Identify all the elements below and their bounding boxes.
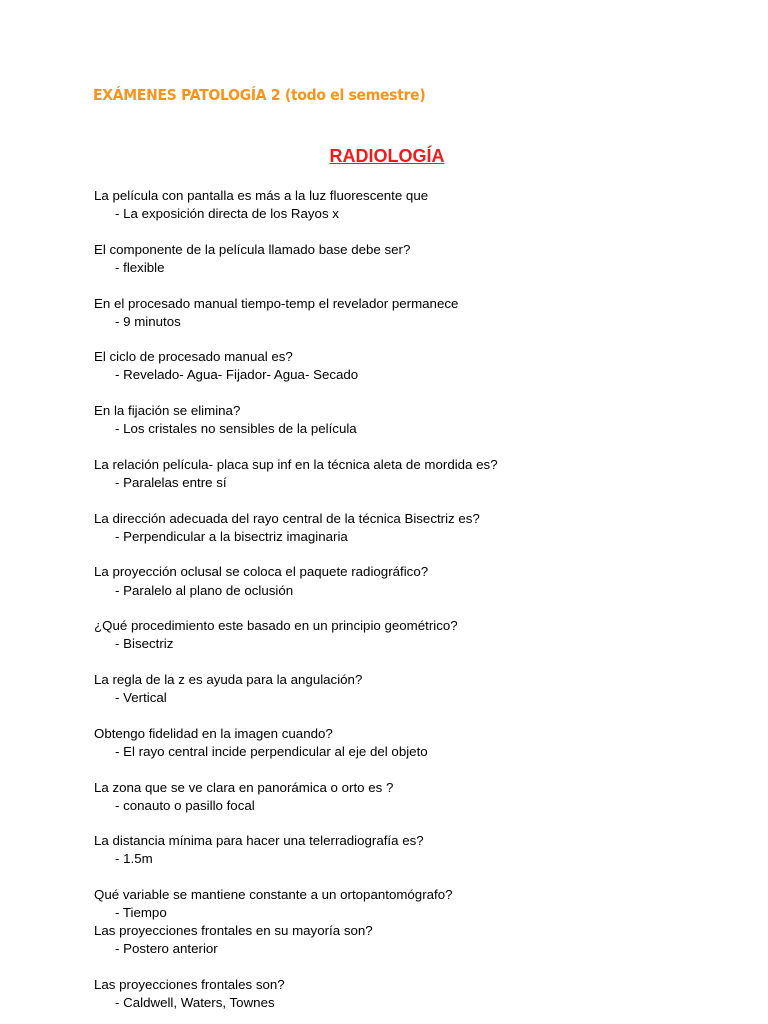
- question-text: Qué variable se mantiene constante a un ortopantomógrafo?: [94, 887, 453, 903]
- question-text: La relación película- placa sup inf en la técnica aleta de mordida es?: [94, 456, 498, 472]
- question-item: [94, 886, 734, 922]
- question-item: [94, 295, 734, 331]
- question-item: [94, 241, 734, 277]
- answer-text: - La exposición directa de los Rayos x: [115, 206, 339, 222]
- question-text: En la fijación se elimina?: [94, 403, 241, 419]
- question-item: [94, 922, 734, 958]
- question-item: [94, 510, 734, 546]
- answer-text: - Paralelas entre sí: [115, 475, 227, 490]
- section-heading: RADIOLOGÍA: [329, 146, 445, 166]
- question-item: [94, 725, 734, 761]
- answer-text: - Bisectriz: [115, 636, 174, 652]
- answer-text: - Postero anterior: [115, 941, 218, 957]
- question-text: La película con pantalla es más a la luz fluorescente que: [94, 188, 429, 203]
- question-list: [94, 187, 734, 1012]
- answer-text: - 1.5m: [115, 851, 153, 867]
- answer-text: - flexible: [115, 259, 165, 275]
- question-text: La dirección adecuada del rayo central de la técnica Bisectriz es?: [94, 510, 480, 526]
- question-item: [94, 563, 734, 599]
- question-item: [94, 779, 734, 815]
- question-item: [94, 187, 734, 223]
- answer-text: - Paralelo al plano de oclusión: [115, 582, 294, 598]
- question-text: La proyección oclusal se coloca el paquete radiográfico?: [94, 564, 429, 580]
- question-text: Obtengo fidelidad en la imagen cuando?: [94, 725, 333, 741]
- document-title: EXÁMENES PATOLOGÍA 2 (todo el semestre): [93, 86, 426, 104]
- question-item: [94, 617, 734, 653]
- question-text: ¿Qué procedimiento este basado en un principio geométrico?: [94, 618, 458, 634]
- question-text: La zona que se ve clara en panorámica o orto es ?: [94, 779, 394, 795]
- answer-text: - Vertical: [115, 690, 167, 706]
- answer-text: - conauto o pasillo focal: [115, 797, 255, 813]
- answer-text: - Caldwell, Waters, Townes: [115, 995, 275, 1011]
- answer-text: - Los cristales no sensibles de la película: [115, 421, 357, 437]
- question-item: [94, 456, 734, 492]
- question-text: La regla de la z es ayuda para la angulación?: [94, 672, 363, 688]
- answer-text: - Revelado- Agua- Fijador- Agua- Secado: [115, 367, 359, 383]
- question-text: Las proyecciones frontales en su mayoría son?: [94, 923, 373, 939]
- question-item: [94, 402, 734, 438]
- question-item: [94, 348, 734, 384]
- answer-text: - 9 minutos: [115, 313, 181, 329]
- question-text: Las proyecciones frontales son?: [94, 977, 285, 993]
- answer-text: - El rayo central incide perpendicular al eje del objeto: [115, 743, 428, 759]
- answer-text: - Perpendicular a la bisectriz imaginaria: [115, 528, 348, 544]
- question-text: En el procesado manual tiempo-temp el revelador permanece: [94, 295, 459, 311]
- question-item: [94, 671, 734, 707]
- answer-text: - Tiempo: [115, 905, 167, 921]
- question-text: El ciclo de procesado manual es?: [94, 349, 293, 365]
- question-text: El componente de la película llamado base debe ser?: [94, 241, 411, 257]
- question-item: [94, 832, 734, 868]
- question-item: [94, 976, 734, 1012]
- question-text: La distancia mínima para hacer una telerradiografía es?: [94, 833, 424, 849]
